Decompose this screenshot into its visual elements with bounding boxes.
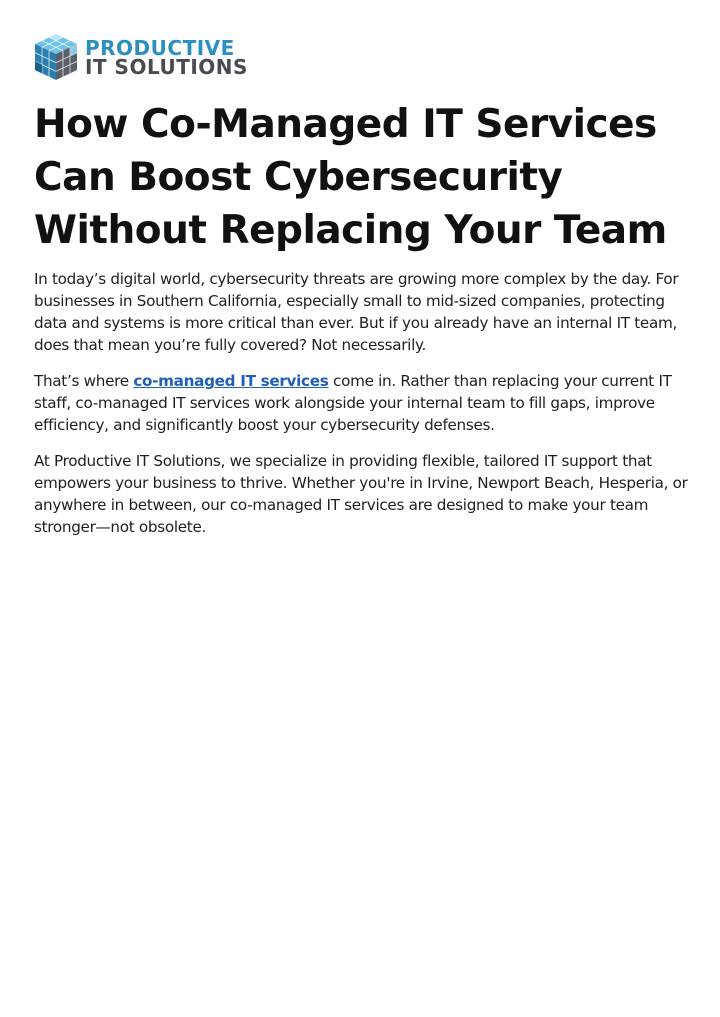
paragraph-text-before-link: That’s where (34, 372, 134, 390)
co-managed-it-services-link[interactable]: co-managed IT services (133, 372, 329, 390)
cube-logo-icon (33, 32, 79, 82)
article-title: How Co-Managed IT Services Can Boost Cybersecurity Without Replacing Your Team (34, 102, 667, 253)
article-body (34, 268, 694, 552)
paragraph-co-managed (34, 370, 694, 436)
paragraph-intro: In today’s digital world, cybersecurity threats are growing more complex by the day. For businesses in Southern California, especially small to mid-sized companies, protecting data and systems is more critical than ever. But if you already have an internal IT team, does that mean you’re fully covered? Not necessarily. (34, 270, 679, 354)
company-logo[interactable] (33, 32, 248, 82)
logo-wordmark (85, 35, 248, 79)
paragraph-company: At Productive IT Solutions, we specialize in providing flexible, tailored IT support that empowers your business to thrive. Whether you're in Irvine, Newport Beach, Hesperia, or anywhere in between, our co-managed IT services are designed to make your team stronger—not obsolete. (34, 452, 688, 536)
paragraph-text-after-link: come in. Rather than replacing your current IT staff, co-managed IT services work alongside your internal team to fill gaps, improve efficiency, and significantly boost your cybersecurity defenses. (34, 372, 672, 434)
logo-line-it-solutions: IT SOLUTIONS (85, 54, 248, 79)
logo-line-productive: PRODUCTIVE (85, 35, 235, 60)
